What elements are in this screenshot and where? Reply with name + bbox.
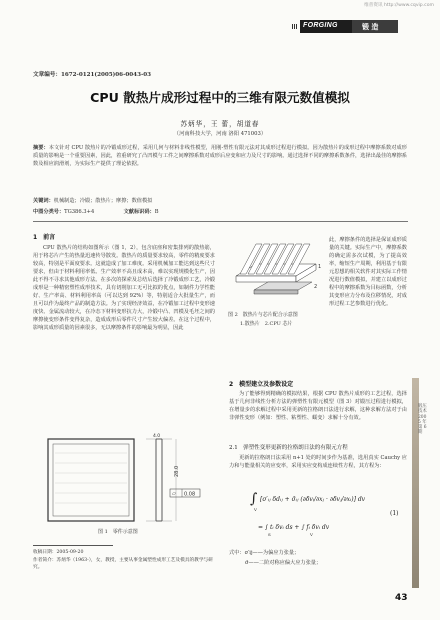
receive-date: 收稿日期：2005-09-20 [33, 550, 84, 555]
svg-text:V: V [254, 507, 257, 512]
equation-where-2: σ̄——二阶对称应偏大应力张量； [245, 560, 322, 566]
doc-code: B [154, 209, 159, 215]
svg-text:= ∫ tᵢ δvᵢ ds + ∫ fᵢ δvᵢ dv: = ∫ tᵢ δvᵢ ds + ∫ fᵢ δvᵢ dv [258, 524, 330, 531]
column-header [300, 20, 398, 33]
model-paragraph: 为了能够得到精确的模拟结果，根据 CPU 散热片成形的工艺过程，选择基于几何非线性分析方法的弹塑性有限元模型（图 3）对锻压过程进行模拟，在增量步的求解过程中采用更新的拉格朗日法进行求解，这种求解方法对于由非弹性变形（例如：塑性、粘塑性、蠕变）求解十分有效。 [229, 391, 407, 421]
section2-heading: 2 模型建立及参数设定 [229, 381, 294, 388]
keywords-label: 关键词： [33, 198, 54, 204]
page-number: 43 [395, 593, 408, 603]
abstract [33, 144, 407, 168]
svg-text:V: V [310, 532, 313, 537]
header-dots [292, 24, 298, 29]
intro-paragraph-continued: 此，摩擦条件的选择是保证成形质量的关键。实际生产中，摩擦系数的确定需多次试模，为了提高效率，缩短生产周期，利用基于有限元思想的相关软件对其实际工作情况进行数值模拟，并建立以成形过程中的摩擦系数为目标函数，分析其变形应力分布及位移情况，对成形过程工艺参数进行优化。 [329, 237, 407, 307]
journal-sidebar-text: 锻压技术 2005 年第 6 期 [418, 404, 427, 436]
intro-paragraph: CPU 散热片的结构如图所示（图 1，2），包含底座和密集排列的散热筋，用于将芯片产生的热量迅速传导散发。散热片的质量要求较高，零件的精度要求较高，特别是平面度要求。这就造成了加工难度。采用机械加工能达到这些尺寸要求，但由于材料利用率低、生产效率不高且成本高，难以实现规模化生产，因此不得不寻求其他成形方法。在多次的探索及总结后选择了冷锻成形工艺，冷锻成形是一种精密塑性成形技术，具有切削加工无可比拟的优点，如制件力学性能好、生产率高、材料利用率高（可以达到 92%）等，特别适合大批量生产，而且可以作为最终产品的制造方法。为了实现经济效益，在冷锻加工过程中变形速度快、金属流动较大，在冷态下材料变形抗力大，冷锻中凸、凹模及毛坯之间的摩擦使变形条件变得复杂，造成成形后零件尺寸产生较大偏差。在这个过程中，影响其成形质量的因素很多，无以摩擦条件的影响最为明显，因此 [33, 245, 215, 331]
figure2-caption: 图 2 散热片与芯片配合示意图 [228, 312, 298, 318]
classification-line [33, 208, 159, 215]
abstract-rule [33, 221, 408, 222]
lagrange-paragraph: 更新的拉格朗日法采用 n+1 处的时间步作为基准，选用真实 Cauchy 应力和与能量相关的应变率，采用实应变构成连续性方程，其方程为： [229, 455, 407, 469]
paper-authors: 苏炳华，王 蕾，胡道春 [180, 120, 260, 128]
abstract-label: 摘要： [33, 145, 49, 151]
svg-text:S: S [268, 532, 271, 537]
paper-title: CPU 散热片成形过程中的三维有限元数值模拟 [90, 90, 350, 105]
svg-text:2: 2 [314, 284, 318, 290]
abstract-text: 本文针对 CPU 散热片的冷锻成形过程，采用几何与材料非线性模型，用刚-塑性有限元法对其成形过程进行模拟。因为散热片的成形过程中摩擦系数对成形质量的影响是一个重要因素，因此，着重研究了凸凹模与工件之间摩擦系数对成形后应变和应力及尺寸的影响。通过选择不同的摩擦系数条件，选择出最佳的摩擦系数及相应润滑剂，为实际生产提供了理论依据。 [33, 145, 407, 168]
svg-text:(1): (1) [390, 510, 399, 517]
svg-text:[σ′ᵢⱼ δdᵢⱼ + σ̄ᵢⱼ (∂δvᵢ/∂xⱼ ·: [σ′ᵢⱼ δdᵢⱼ + σ̄ᵢⱼ (∂δvᵢ/∂xⱼ · ∂δvⱼ/∂xᵢ)] dv [260, 496, 366, 503]
footnote-rule [33, 545, 113, 546]
figure1-flatness-label: 0.08 [184, 491, 196, 498]
site-watermark: 维普资讯 http://www.cqvip.com [364, 3, 434, 8]
paper-affiliation: （河南科技大学，河南 洛阳 471003） [173, 131, 267, 137]
column-brand: FORGING [300, 20, 352, 33]
author-bio: 作者简介：苏炳华（1963-），女，教授，主要从事金属塑性成形工艺及模具的教学与研究。 [33, 558, 213, 570]
equation-block [250, 481, 400, 541]
svg-text:∫: ∫ [250, 491, 258, 507]
clc-code: TG386.3+4 [64, 209, 95, 215]
figure1-part-drawing [36, 433, 216, 527]
column-name: 锻 造 [352, 20, 398, 33]
figure1-height-label: 28.0 [174, 465, 180, 477]
keywords-line [33, 197, 152, 204]
section1-heading: 1 前言 [33, 234, 56, 241]
svg-text:⏥: ⏥ [172, 491, 176, 497]
clc-label: 中图分类号： [33, 209, 65, 215]
equation-where-1: 式中：σ′ij——为偏应力张量； [229, 550, 300, 556]
doc-code-label: 文献标识码： [123, 209, 155, 215]
article-number: 文章编号：1672-0121(2005)06-0043-03 [33, 72, 152, 78]
subsection-2-1: 2.1 弹塑性变形更新的拉格朗日法的有限元方程 [229, 445, 348, 451]
figure1-caption: 图 1 零件示意图 [98, 529, 138, 535]
figure2-legend: 1.散热片 2.CPU 芯片 [240, 321, 293, 327]
svg-text:1: 1 [318, 264, 322, 270]
figure1-width-label: 4.0 [153, 434, 161, 439]
keywords: 机械制造；冷锻；散热片；摩擦；数值模拟 [53, 198, 153, 204]
figure2-heatsink-drawing [226, 236, 326, 306]
